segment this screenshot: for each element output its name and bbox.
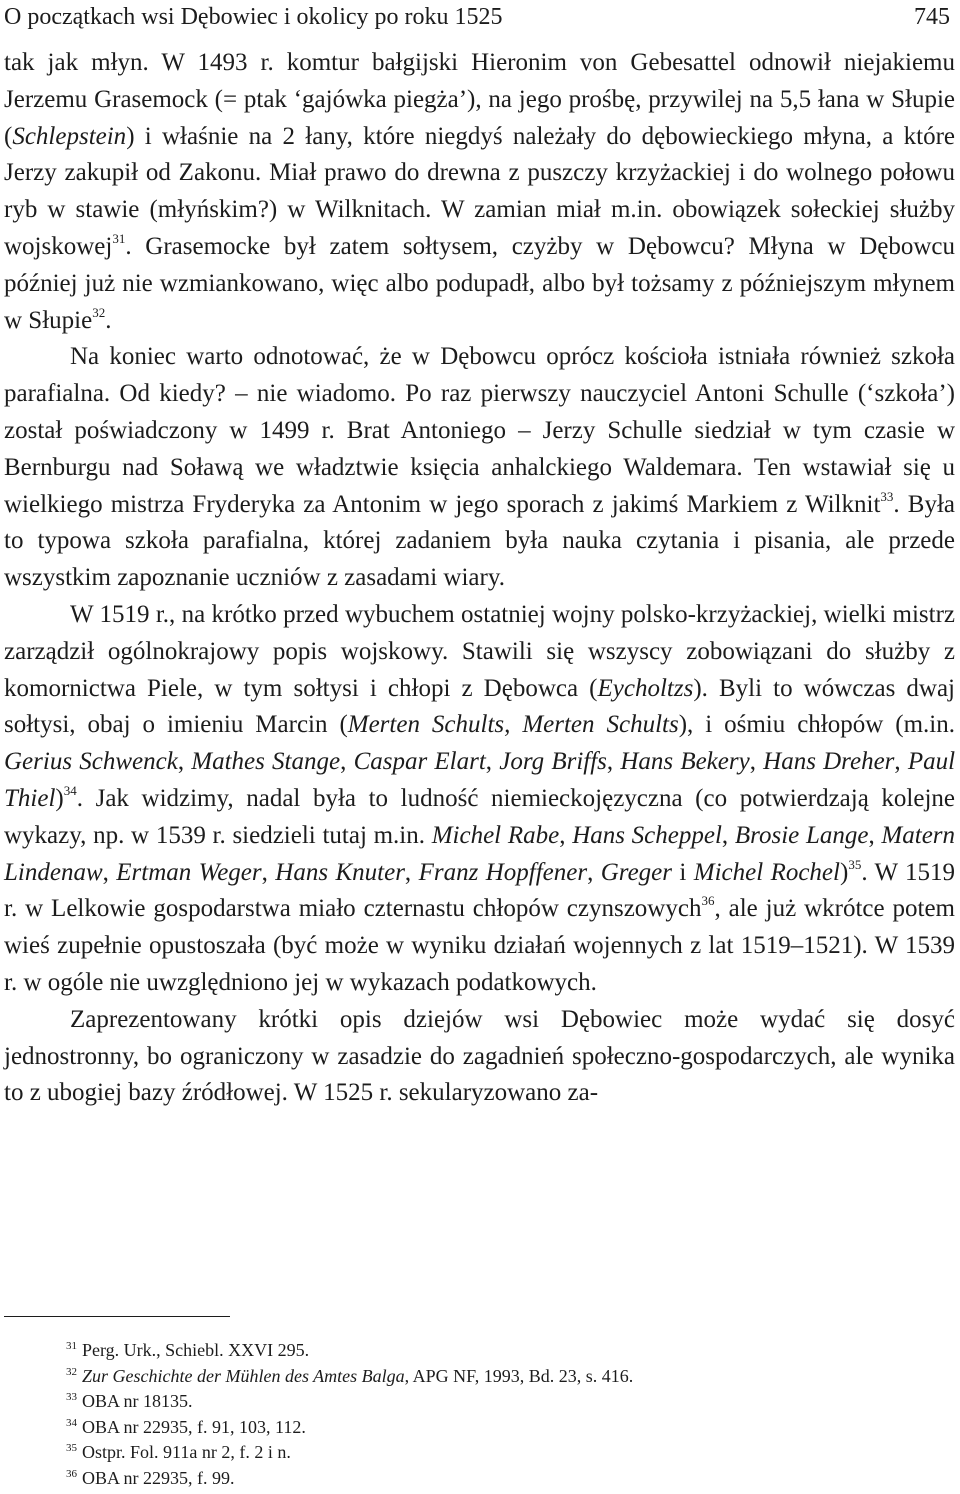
body-text <box>4 45 955 1112</box>
page-number: 745 <box>914 4 950 30</box>
text-segment: , <box>261 858 276 886</box>
text-segment: , ale już wkrótce potem wieś zupełnie opustoszała (być może w wyniku działań wojennych z lat 1519–1521). W 1539 r. w ogóle nie uwzględniono jej w wykazach podatkowych. <box>4 895 956 996</box>
text-segment: , <box>749 748 764 776</box>
running-header <box>4 0 950 34</box>
text-segment: ) <box>839 858 849 886</box>
text-segment: . Jak widzimy, nadal była to ludność niemieckojęzyczna (co potwierdzają kolejne wykazy, np. w 1539 r. siedzieli tutaj m.in. <box>4 784 955 849</box>
text-segment: Na koniec warto odnotować, że w Dębowcu oprócz kościoła istniała również szkoła parafialna. Od kiedy? – nie wiadomo. Po raz pierwszy nauczyciel Antoni Schulle (‘szkoła’) został poświadczony w 1499 r. Brat Antoniego – Jerzy Schulle siedział w tym czasie w Bernburgu nad Soławą we władztwie księcia anhalckiego Waldemara. Ten wstawiał się u wielkiego mistrza Fryderyka za Antonim w jego sporach z jakimś Markiem z Wilknit <box>4 343 955 518</box>
text-segment: Ostpr. Fol. 911a nr 2, f. 2 i n. <box>82 1442 291 1463</box>
footnote-reference: 36 <box>701 893 715 909</box>
text-segment: W 1519 r., na krótko przed wybuchem ostatniej wojny polsko-krzyżackiej, wielki mistrz zarządził ogólnokrajowy popis wojskowy. Stawili się wszyscy zobowiązani do służby z komornictwa Piele, w tym sołtysi i chłopi z Dębowca ( <box>4 600 955 702</box>
text-segment: Perg. Urk., Schiebl. XXVI 295. <box>82 1340 310 1360</box>
text-segment: , <box>340 748 354 776</box>
running-title: O początkach wsi Dębowiec i okolicy po roku 1525 <box>4 4 503 30</box>
paragraph <box>4 339 955 597</box>
text-segment: i <box>672 858 694 886</box>
footnote <box>66 1415 946 1441</box>
text-segment: ). Byli to wówczas dwaj sołtysi, obaj o imieniu Marcin ( <box>4 674 955 739</box>
italic-text: Caspar Elart <box>353 748 486 776</box>
italic-text: Hans Knuter <box>275 858 405 886</box>
footnote-number: 36 <box>66 1467 77 1480</box>
text-segment: . Była to typowa szkoła parafialna, której zadaniem była nauka czytania i pisania, ale przede wszystkim zapoznanie uczniów z zasadami wiary. <box>4 490 955 592</box>
footnote-separator <box>4 1316 230 1317</box>
italic-text: Hans Scheppel <box>572 821 722 849</box>
footnote-reference: 33 <box>880 488 894 504</box>
italic-text: Gerius Schwenck <box>4 748 178 776</box>
footnote-reference: 35 <box>848 856 862 872</box>
footnote-number: 31 <box>66 1340 77 1352</box>
italic-text: Hans Dreher <box>763 748 895 776</box>
italic-text: Ertman Weger <box>116 858 262 886</box>
italic-text: Eycholtzs <box>597 674 694 702</box>
footnote-reference: 32 <box>92 304 106 320</box>
italic-text: Merten Schults, Merten Schults <box>347 711 679 739</box>
footnote <box>66 1338 946 1364</box>
footnote-reference: 31 <box>112 230 126 246</box>
italic-text: Michel Rabe <box>431 821 560 849</box>
italic-text: Greger <box>600 858 673 886</box>
text-segment: , <box>102 858 117 886</box>
italic-text: Hans Bekery <box>620 748 750 776</box>
text-segment: OBA nr 22935, f. 91, 103, 112. <box>82 1416 306 1437</box>
text-segment: ) <box>55 784 64 812</box>
text-segment: OBA nr 22935, f. 99. <box>82 1467 235 1488</box>
italic-text: Zur Geschichte der Mühlen des Amtes Balga <box>82 1365 405 1386</box>
text-segment: ), i ośmiu chłopów (m.in. <box>678 711 955 739</box>
text-segment: , <box>587 858 601 886</box>
text-segment: , <box>404 858 419 886</box>
italic-text: Brosie Lange <box>734 821 869 849</box>
footnotes <box>66 1338 946 1492</box>
text-segment: , APG NF, 1993, Bd. 23, s. 416. <box>404 1365 634 1386</box>
italic-text: Mathes Stange <box>191 748 341 776</box>
paragraph <box>4 45 955 339</box>
italic-text: Paul Thiel <box>4 748 956 812</box>
text-segment: , <box>485 748 500 776</box>
text-segment: , <box>894 748 908 776</box>
text-segment: , <box>559 821 573 849</box>
text-segment: , <box>606 748 621 776</box>
footnote-reference: 34 <box>63 782 77 798</box>
text-segment: Zaprezentowany krótki opis dziejów wsi Dębowiec może wydać się dosyć jednostronny, bo ograniczony w zasadzie do zagadnień społeczno-gospodarczych, ale wynika to z ubogiej bazy źródłowej. W 1525 r. sekularyzowano za- <box>4 1005 955 1107</box>
text-segment: OBA nr 18135. <box>82 1391 193 1412</box>
italic-text: Schlepstein <box>12 122 127 150</box>
italic-text: Jorg Briffs <box>499 748 607 776</box>
footnote-number: 32 <box>66 1365 77 1378</box>
italic-text: Franz Hopffener <box>418 858 588 886</box>
text-segment: , <box>721 821 735 849</box>
text-segment: tak jak młyn. W 1493 r. komtur bałgijski Hieronim von Gebesattel odnowił niejakiemu Jerzemu Grasemock (= ptak ‘gajówka piegża’), na jego prośbę, przywilej na 5,5 łana w Słupie ( <box>4 49 955 150</box>
footnote-number: 34 <box>66 1416 77 1429</box>
paragraph <box>4 1002 955 1112</box>
text-segment: . W 1519 r. w Lelkowie gospodarstwa miało czternastu chłopów czynszowych <box>4 858 956 923</box>
text-segment: . Grasemocke był zatem sołtysem, czyżby w Dębowcu? Młyna w Dębowcu później już nie wzmiankowano, więc albo podupadł, albo był tożsamy z późniejszym młynem w Słupie <box>4 232 955 334</box>
paragraph <box>4 597 955 1002</box>
footnote <box>66 1466 946 1492</box>
footnote <box>66 1364 946 1390</box>
text-segment: . <box>105 306 112 334</box>
footnote-number: 35 <box>66 1442 77 1455</box>
footnote <box>66 1389 946 1415</box>
text-segment: , <box>868 821 882 849</box>
text-segment: ) i właśnie na 2 łany, które niegdyś należały do dębowieckiego młyna, a które Jerzy zakupił od Zakonu. Miał prawo do drewna z puszczy krzyżackiej i do wolnego połowu ryb w stawie (młyńskim?) w Wilknitach. W zamian miał m.in. obowiązek sołeckiej służby wojskowej <box>4 122 955 260</box>
footnote-number: 33 <box>66 1391 77 1404</box>
footnote <box>66 1440 946 1466</box>
italic-text: Matern Lindenaw <box>4 821 956 886</box>
italic-text: Michel Rochel <box>693 858 840 886</box>
text-segment: , <box>177 748 192 776</box>
